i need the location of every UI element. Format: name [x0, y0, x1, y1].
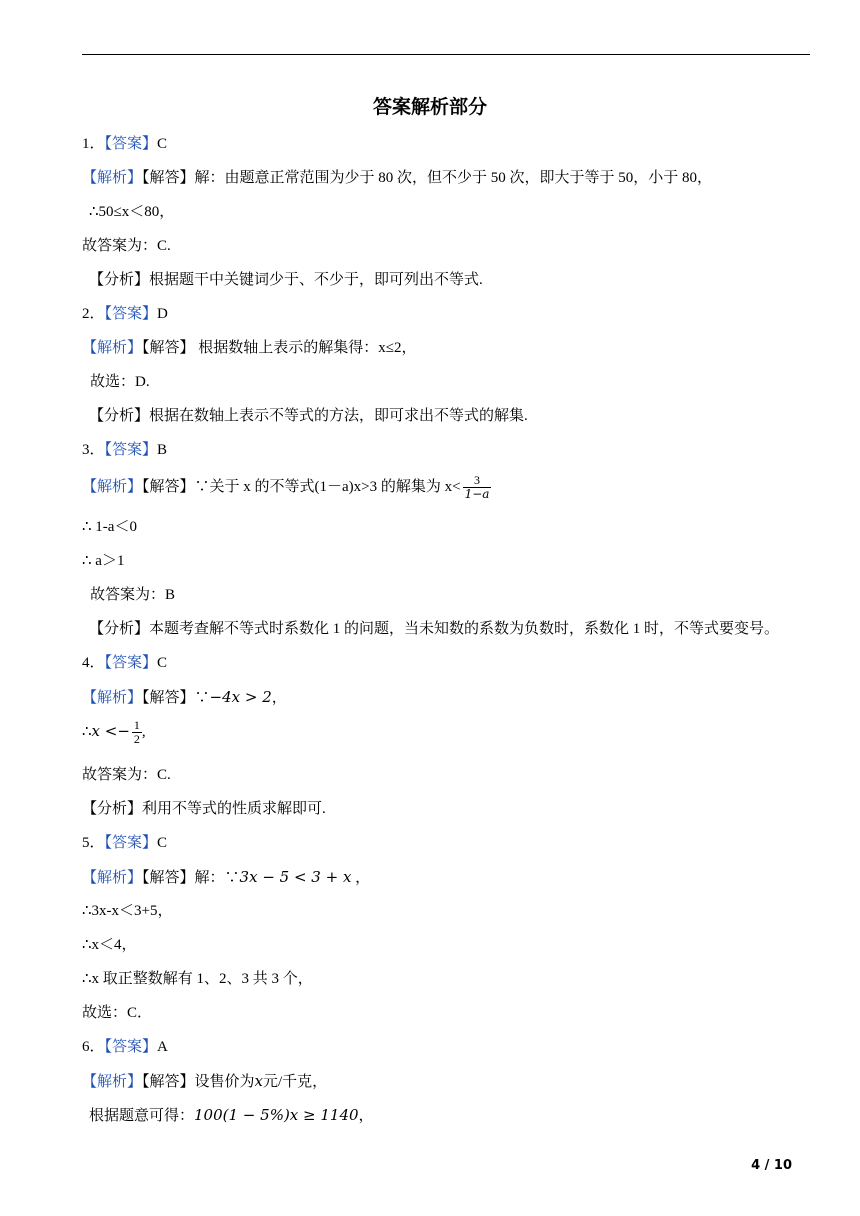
q4-analysis-text: 利用不等式的性质求解即可. [142, 801, 326, 817]
q2-number: 2． [82, 306, 105, 322]
q6-number: 6． [82, 1039, 105, 1055]
solution-tag: 【解答】 [142, 870, 195, 886]
analysis-tag: 【解析】 [82, 1074, 143, 1090]
q5-step-1: ∴3x-x＜3+5， [82, 903, 173, 919]
q6-step [89, 1105, 374, 1126]
q4-number: 4． [82, 655, 105, 671]
q1-answer-line [82, 134, 167, 154]
q3-analysis-text: 本题考查解不等式时系数化 1 的问题，当未知数的系数为负数时，系数化 1 时，不等式要变号。 [149, 621, 780, 637]
therefore-symbol: ∴ [82, 724, 92, 740]
q5-intro: 解：∵ [194, 870, 240, 886]
q3-fraction [463, 474, 492, 501]
q3-text: ∵关于 x 的不等式(1－a)x>3 的解集为 x< [194, 479, 461, 495]
q6-intro: 设售价为 [194, 1074, 255, 1090]
page-title: 答案解析部分 [372, 96, 487, 118]
q1-number: 1． [82, 136, 105, 152]
q4-analysis-line [82, 799, 326, 819]
q2-solution-line [82, 338, 417, 358]
q3-step-1: ∴ 1-a＜0 [82, 519, 137, 535]
q1-answer: C [157, 136, 168, 152]
fenxi-tag: 【分析】 [89, 621, 150, 637]
comma: , [141, 724, 146, 740]
q3-conclusion: 故答案为：B [90, 587, 176, 603]
answer-tag: 【答案】 [104, 1039, 158, 1055]
q1-conclusion: 故答案为：C. [82, 238, 171, 254]
comma: ， [271, 690, 287, 706]
q3-step-2: ∴ a＞1 [82, 553, 125, 569]
fenxi-tag: 【分析】 [82, 801, 143, 817]
answer-tag: 【答案】 [104, 655, 158, 671]
q5-conclusion: 故选：C． [82, 1005, 153, 1021]
q6-solution-line [82, 1071, 327, 1092]
q4-fraction [132, 719, 142, 746]
analysis-tag: 【解析】 [82, 340, 143, 356]
analysis-tag: 【解析】 [82, 170, 143, 186]
fenxi-tag: 【分析】 [89, 272, 150, 288]
q4-inequality: −4x > 2 [209, 688, 272, 706]
q4-result: x <− [91, 722, 130, 740]
q1-analysis-text: 根据题干中关键词少于、不少于，即可列出不等式. [149, 272, 483, 288]
q5-solution-line [82, 867, 370, 888]
solution-tag: 【解答】 [142, 340, 195, 356]
q2-text: 根据数轴上表示的解集得：x≤2， [194, 340, 417, 356]
q2-answer-line [82, 304, 168, 324]
q3-answer: B [157, 442, 168, 458]
q1-step: ∴50≤x＜80， [89, 204, 175, 220]
q6-answer-line [82, 1037, 168, 1057]
fraction-denominator: 1−a [464, 487, 490, 502]
q5-number: 5． [82, 835, 105, 851]
q3-analysis-line [89, 619, 779, 639]
fraction-numerator: 1 [133, 718, 140, 733]
q2-analysis-line [89, 406, 528, 426]
q5-answer: C [157, 835, 168, 851]
q5-step-3: ∴x 取正整数解有 1、2、3 共 3 个， [82, 971, 313, 987]
analysis-tag: 【解析】 [82, 690, 143, 706]
q4-answer: C [157, 655, 168, 671]
q5-inequality: 3x − 5 < 3 + x [239, 868, 352, 886]
q6-step-intro: 根据题意可得： [89, 1108, 195, 1124]
q5-answer-line [82, 833, 167, 853]
q6-answer: A [157, 1039, 168, 1055]
solution-tag: 【解答】 [142, 170, 195, 186]
answer-tag: 【答案】 [104, 136, 158, 152]
answer-tag: 【答案】 [104, 306, 158, 322]
q2-answer: D [157, 306, 168, 322]
answer-tag: 【答案】 [104, 442, 158, 458]
comma: ， [351, 870, 371, 886]
q1-text: 解：由题意正常范围为少于 80 次，但不少于 50 次，即大于等于 50，小于 80， [194, 170, 713, 186]
q4-solution-line [82, 687, 287, 708]
fraction-numerator: 3 [474, 473, 481, 488]
q1-analysis-line [89, 270, 483, 290]
solution-tag: 【解答】 [142, 690, 195, 706]
q2-conclusion: 故选：D. [90, 374, 150, 390]
q6-variable: x [254, 1072, 264, 1090]
q4-conclusion: 故答案为：C. [82, 767, 171, 783]
header-rule [82, 54, 810, 55]
q6-inequality: 100(1 − 5%)x ≥ 1140 [194, 1106, 359, 1124]
q6-unit: 元/千克， [263, 1074, 328, 1090]
analysis-tag: 【解析】 [82, 479, 143, 495]
fraction-denominator: 2 [133, 732, 140, 747]
comma: ， [358, 1108, 374, 1124]
analysis-tag: 【解析】 [82, 870, 143, 886]
q4-answer-line [82, 653, 167, 673]
q2-analysis-text: 根据在数轴上表示不等式的方法，即可求出不等式的解集. [149, 408, 528, 424]
q5-step-2: ∴x＜4， [82, 937, 137, 953]
because-symbol: ∵ [194, 690, 210, 706]
q4-step [82, 716, 146, 747]
q3-solution-line [82, 472, 491, 502]
q1-solution-line [82, 168, 712, 188]
q3-answer-line [82, 440, 167, 460]
answer-tag: 【答案】 [104, 835, 158, 851]
q3-number: 3． [82, 442, 105, 458]
solution-tag: 【解答】 [142, 1074, 195, 1090]
fenxi-tag: 【分析】 [89, 408, 150, 424]
page-number: 4 / 10 [751, 1158, 792, 1173]
solution-tag: 【解答】 [142, 479, 195, 495]
